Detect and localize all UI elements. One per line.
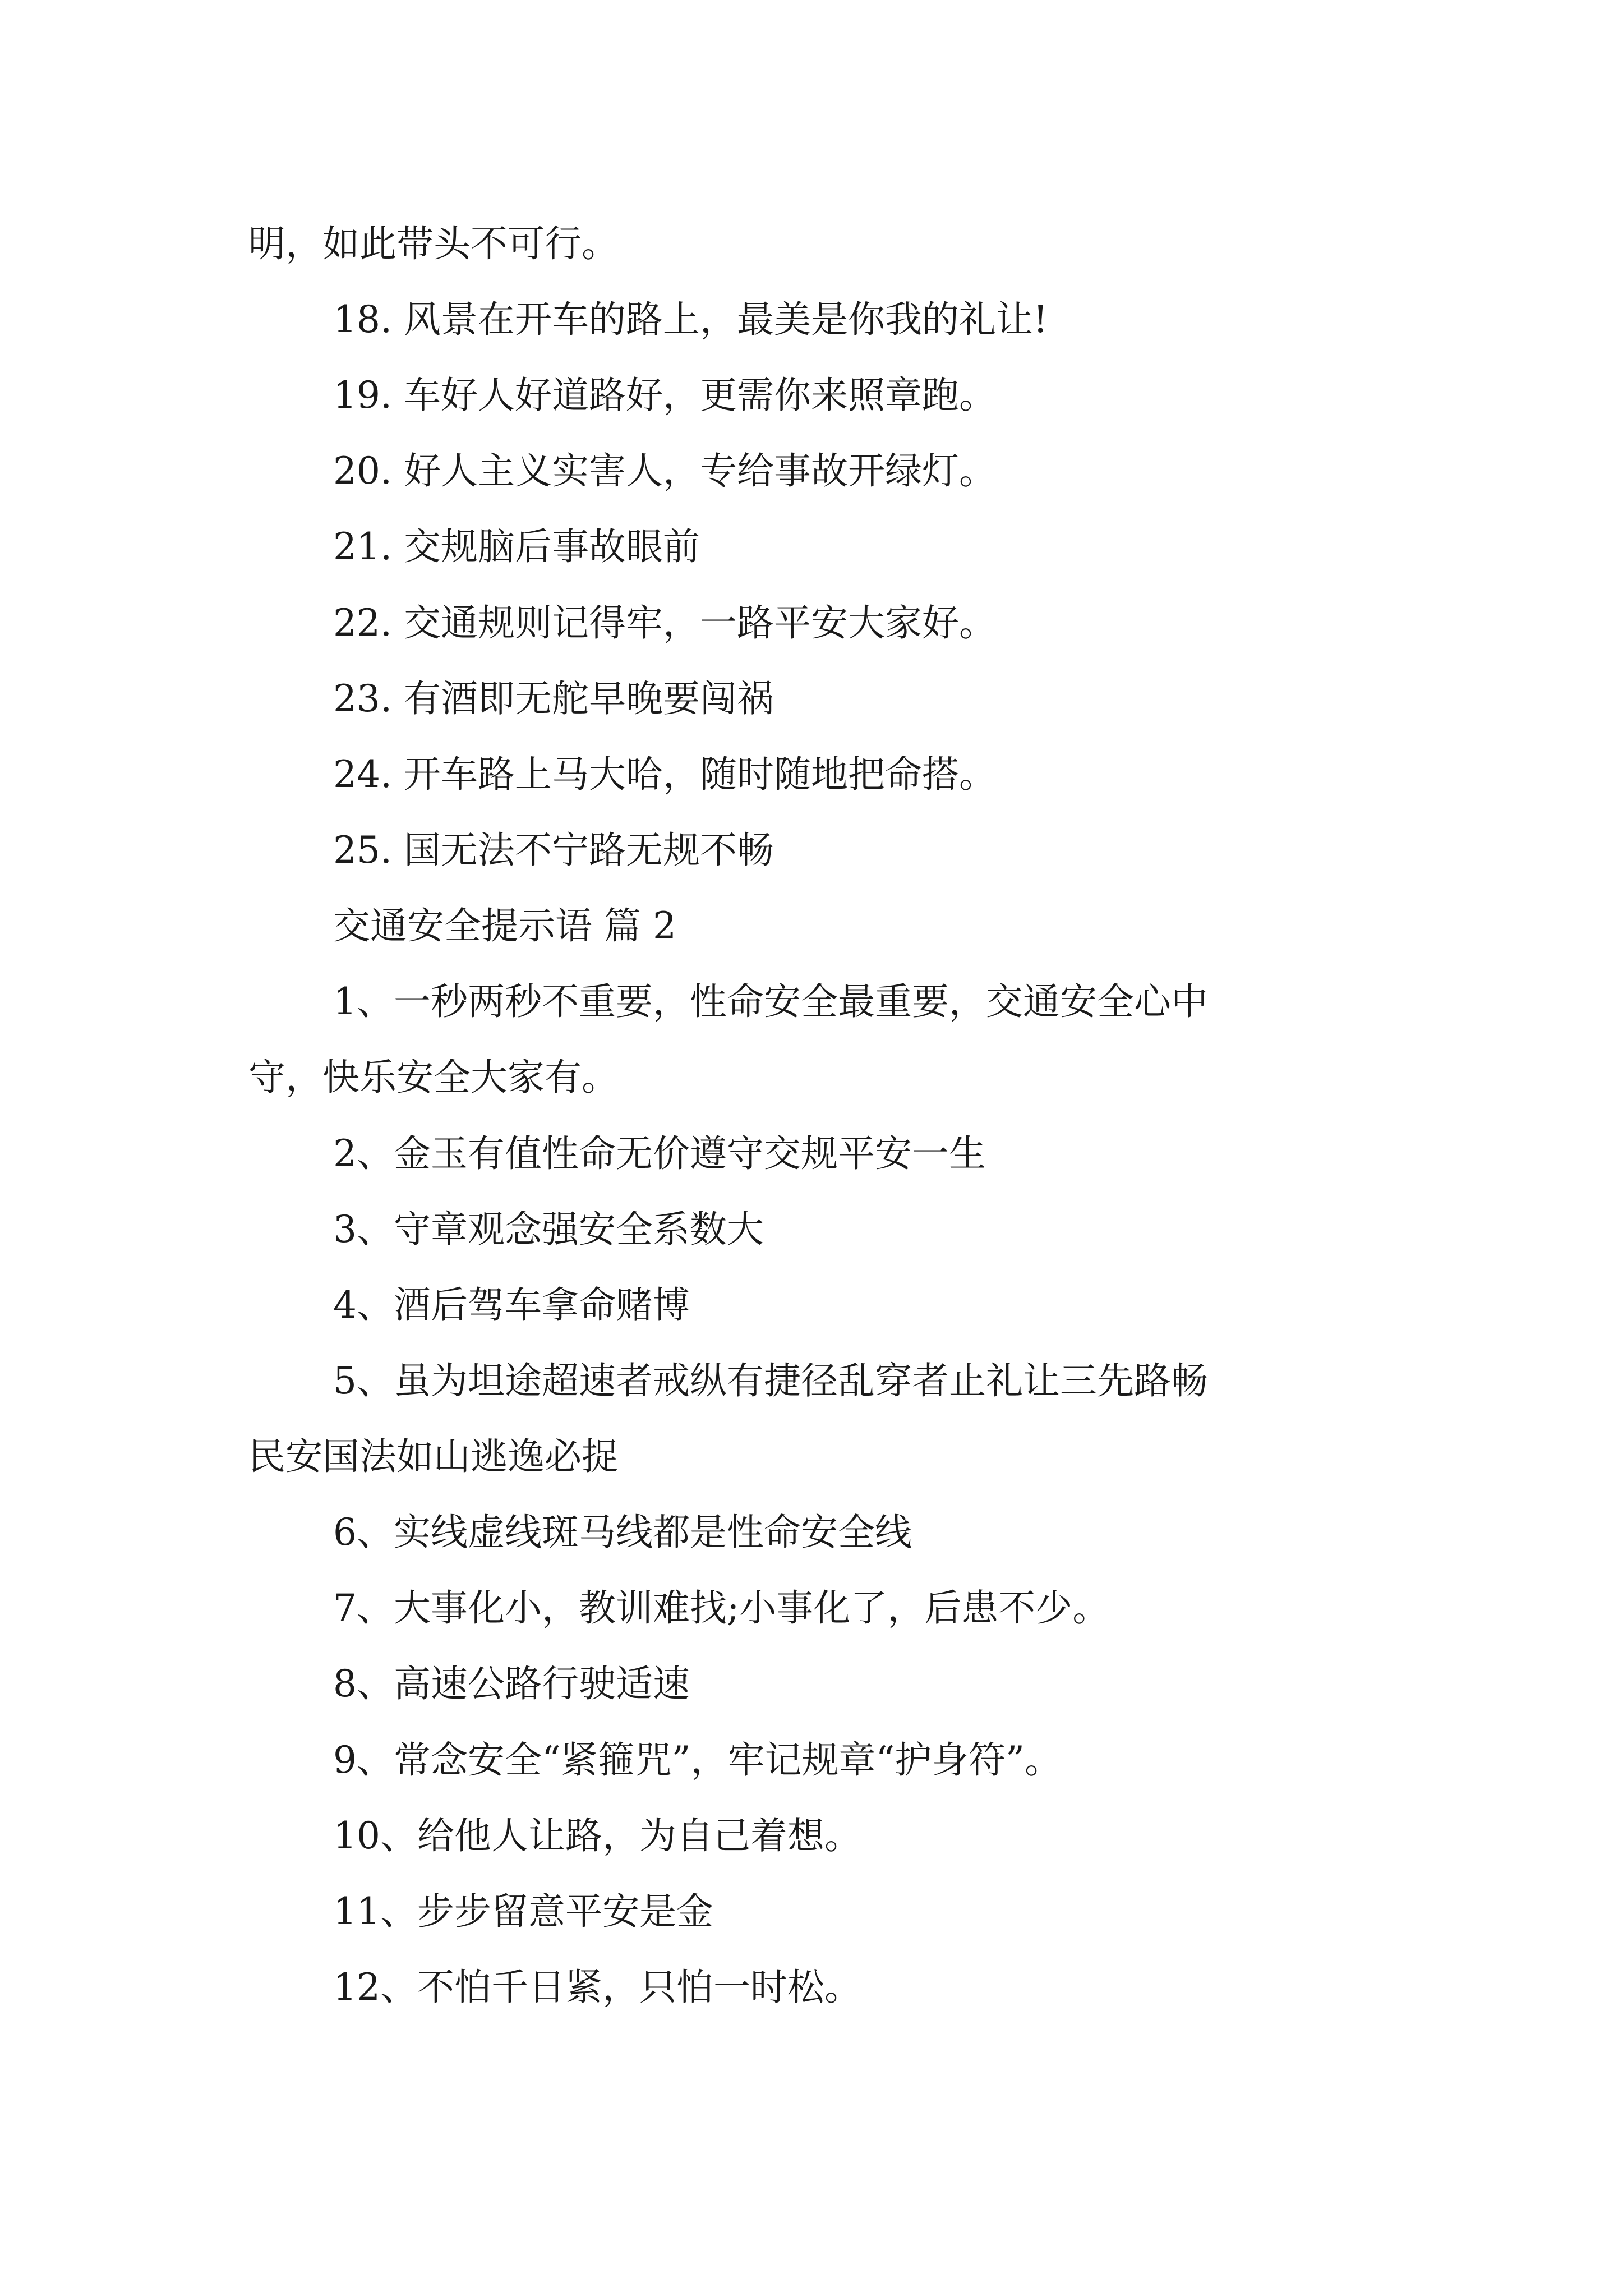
- list-item: 4、酒后驾车拿命赌博: [333, 1283, 690, 1327]
- text-line: 明，如此带头不可行。: [248, 222, 619, 265]
- list-item: 1、一秒两秒不重要，性命安全最重要，交通安全心中: [333, 980, 1208, 1023]
- text-line: 守，快乐安全大家有。: [248, 1056, 619, 1099]
- list-item: 19. 车好人好道路好，更需你来照章跑。: [333, 374, 996, 417]
- list-item: 7、大事化小，教训难找;小事化了，后患不少。: [333, 1586, 1110, 1630]
- list-item: 21. 交规脑后事故眼前: [333, 525, 700, 568]
- list-item: 10、给他人让路，为自己着想。: [333, 1814, 861, 1857]
- list-item: 23. 有酒即无舵早晚要闯祸: [333, 677, 774, 720]
- list-item: 9、常念安全“紧箍咒”，牢记规章“护身符”。: [333, 1738, 1062, 1782]
- list-item: 6、实线虚线斑马线都是性命安全线: [333, 1511, 912, 1554]
- list-item: 20. 好人主义实害人，专给事故开绿灯。: [333, 449, 996, 493]
- list-item: 8、高速公路行驶适速: [333, 1662, 690, 1705]
- list-item: 3、守章观念强安全系数大: [333, 1208, 764, 1251]
- list-item: 22. 交通规则记得牢，一路平安大家好。: [333, 601, 996, 645]
- list-item: 11、步步留意平安是金: [333, 1890, 713, 1933]
- list-item: 24. 开车路上马大哈，随时随地把命搭。: [333, 753, 996, 796]
- list-item: 2、金玉有值性命无价遵守交规平安一生: [333, 1132, 986, 1175]
- list-item: 25. 国无法不宁路无规不畅: [333, 829, 774, 872]
- list-item: 5、虽为坦途超速者戒纵有捷径乱穿者止礼让三先路畅: [333, 1359, 1208, 1402]
- text-line: 民安国法如山逃逸必捉: [248, 1435, 619, 1478]
- list-item: 12、不怕千日紧，只怕一时松。: [333, 1966, 861, 2009]
- list-item: 18. 风景在开车的路上，最美是你我的礼让!: [333, 298, 1048, 341]
- section-heading: 交通安全提示语 篇 2: [333, 904, 676, 947]
